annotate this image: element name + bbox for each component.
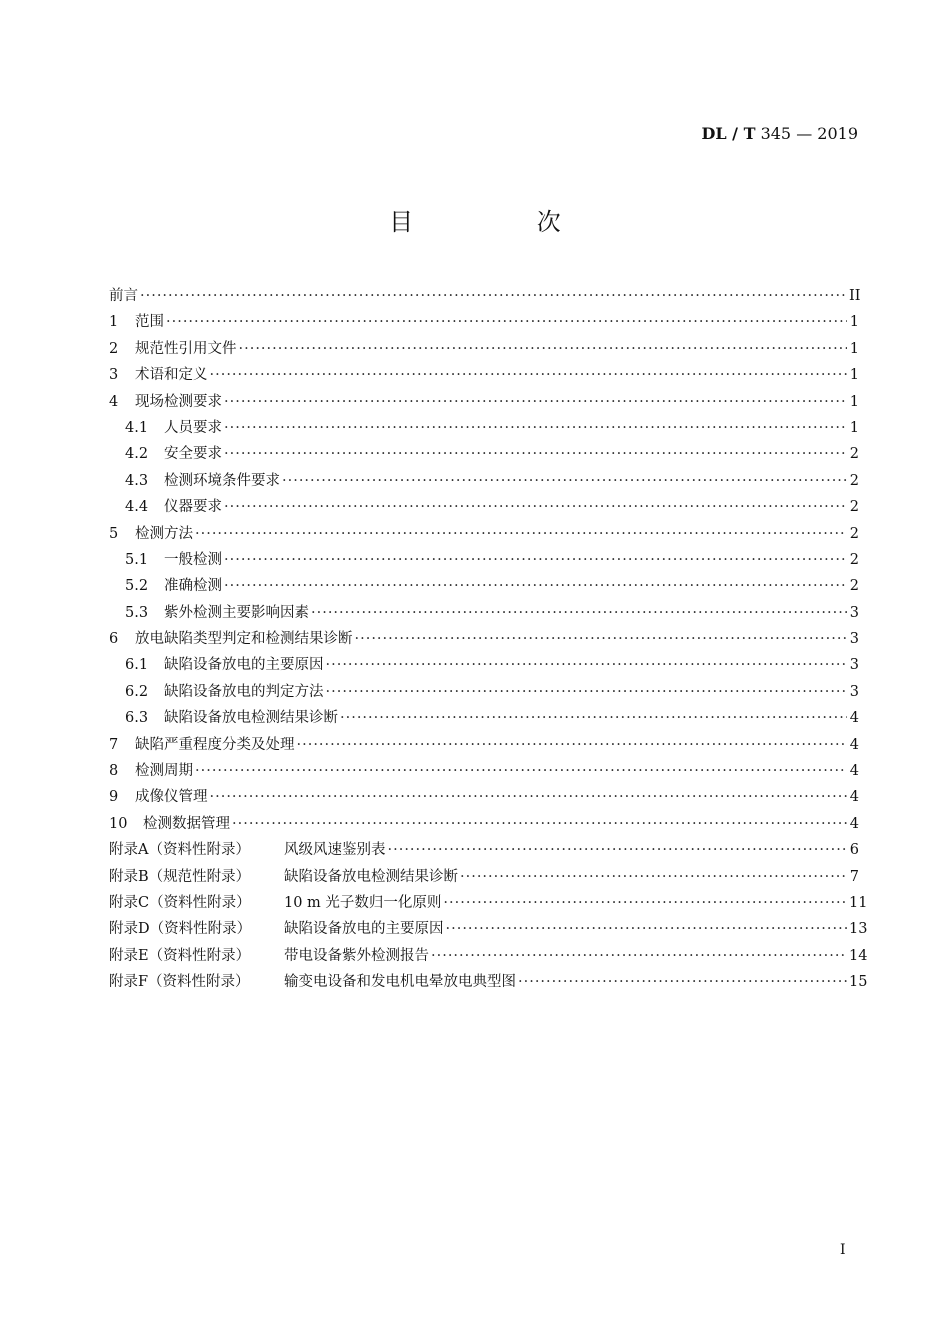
toc-dot-leader <box>326 679 848 705</box>
toc-entry[interactable] <box>109 916 868 942</box>
toc-entry-page: 1 <box>849 314 859 331</box>
toc-entry-title: 术语和定义 <box>135 367 208 384</box>
toc-entry-page: 6 <box>849 842 859 859</box>
toc-dot-leader <box>224 441 847 467</box>
toc-entry-number: 附录A（资料性附录） <box>109 842 250 859</box>
toc-dot-leader <box>140 283 847 309</box>
toc-entry-number: 6 <box>109 631 119 648</box>
toc-entry[interactable] <box>109 784 859 810</box>
toc-entry-title: 缺陷严重程度分类及处理 <box>135 736 295 753</box>
toc-dot-leader <box>224 547 847 573</box>
toc-entry[interactable] <box>109 652 859 678</box>
toc-dot-leader <box>443 890 847 916</box>
toc-entry-title: 输变电设备和发电机电晕放电典型图 <box>284 974 516 991</box>
toc-entry[interactable] <box>109 494 859 520</box>
toc-entry[interactable] <box>109 679 859 705</box>
toc-entry-title: 10 m 光子数归一化原则 <box>284 894 442 911</box>
toc-entry-number: 2 <box>109 340 119 357</box>
toc-entry-number: 10 <box>109 815 128 832</box>
toc-entry[interactable] <box>109 362 859 388</box>
toc-entry[interactable] <box>109 705 859 731</box>
toc-dot-leader <box>224 494 847 520</box>
toc-dot-leader <box>239 336 848 362</box>
toc-entry-number: 4.2 <box>125 446 149 463</box>
toc-entry-title: 放电缺陷类型判定和检测结果诊断 <box>135 631 353 648</box>
toc-entry-number: 9 <box>109 789 119 806</box>
toc-dot-leader <box>446 916 848 942</box>
toc-entry-title: 缺陷设备放电检测结果诊断 <box>284 868 458 885</box>
toc-entry-page: 2 <box>849 499 859 516</box>
page-number: I <box>840 1242 846 1258</box>
toc-entry-title: 缺陷设备放电的主要原因 <box>284 921 444 938</box>
toc-dot-leader <box>210 784 848 810</box>
document-code <box>701 124 858 143</box>
toc-entry[interactable] <box>109 864 859 890</box>
toc-entry-title: 缺陷设备放电的判定方法 <box>164 683 324 700</box>
toc-dot-leader <box>326 652 848 678</box>
toc-entry-page: 11 <box>849 894 868 911</box>
toc-entry-number: 附录B（规范性附录） <box>109 868 251 885</box>
toc-entry[interactable] <box>109 837 859 863</box>
toc-entry[interactable] <box>109 600 859 626</box>
toc-entry-page: 4 <box>849 789 859 806</box>
toc-entry-title: 检测数据管理 <box>143 815 230 832</box>
toc-dot-leader <box>282 468 847 494</box>
toc-entry-title: 安全要求 <box>164 446 222 463</box>
toc-dot-leader <box>311 600 847 626</box>
toc-entry-page: 2 <box>849 472 859 489</box>
toc-entry-page: 4 <box>849 710 859 727</box>
toc-entry-number: 4.3 <box>125 472 149 489</box>
toc-entry-number: 4 <box>109 393 119 410</box>
toc-entry-page: 2 <box>849 446 859 463</box>
toc-entry[interactable] <box>109 389 859 415</box>
toc-entry-title: 检测环境条件要求 <box>164 472 280 489</box>
toc-entry-page: 4 <box>849 763 859 780</box>
toc-entry-page: 1 <box>849 419 859 436</box>
toc-dot-leader <box>460 864 847 890</box>
toc-entry[interactable] <box>109 547 859 573</box>
toc-entry-page: 4 <box>849 815 859 832</box>
toc-entry-number: 5.1 <box>125 551 149 568</box>
toc-dot-leader <box>340 705 847 731</box>
toc-entry-page: 15 <box>849 974 868 991</box>
toc-entry-title: 现场检测要求 <box>135 393 222 410</box>
toc-entry[interactable] <box>109 283 859 309</box>
toc-entry-title: 仪器要求 <box>164 499 222 516</box>
toc-entry-page: 1 <box>849 367 859 384</box>
toc-entry-page: 2 <box>849 525 859 542</box>
toc-entry-page: 3 <box>849 683 859 700</box>
toc-dot-leader <box>297 732 848 758</box>
toc-entry[interactable] <box>109 626 859 652</box>
toc-entry[interactable] <box>109 943 868 969</box>
toc-dot-leader <box>518 969 847 995</box>
toc-entry-number: 附录C（资料性附录） <box>109 894 251 911</box>
toc-dot-leader <box>224 415 847 441</box>
toc-entry-title: 人员要求 <box>164 419 222 436</box>
toc-entry-title: 检测方法 <box>135 525 193 542</box>
toc-entry-page: 7 <box>849 868 859 885</box>
toc-entry-number: 6.3 <box>125 710 149 727</box>
toc-entry[interactable] <box>109 890 868 916</box>
toc-dot-leader <box>195 521 847 547</box>
toc-entry[interactable] <box>109 758 859 784</box>
toc-entry-page: 4 <box>849 736 859 753</box>
toc-dot-leader <box>210 362 848 388</box>
toc-entry-title: 准确检测 <box>164 578 222 595</box>
toc-entry-number: 7 <box>109 736 119 753</box>
toc-entry-title: 一般检测 <box>164 551 222 568</box>
toc-entry-page: 2 <box>849 551 859 568</box>
toc-entry[interactable] <box>109 521 859 547</box>
toc-dot-leader <box>195 758 847 784</box>
document-code-number: 345 — 2019 <box>755 124 858 143</box>
toc-entry-number: 3 <box>109 367 119 384</box>
toc-entry-page: 14 <box>849 947 868 964</box>
toc-entry-page: 1 <box>849 340 859 357</box>
toc-entry[interactable] <box>109 811 859 837</box>
toc-entry-number: 8 <box>109 763 119 780</box>
toc-entry[interactable] <box>109 441 859 467</box>
toc-entry-number: 5.2 <box>125 578 149 595</box>
toc-dot-leader <box>388 837 848 863</box>
toc-entry[interactable] <box>109 573 859 599</box>
toc-entry-title: 紫外检测主要影响因素 <box>164 604 309 621</box>
toc-dot-leader <box>232 811 847 837</box>
toc-entry-title: 缺陷设备放电的主要原因 <box>164 657 324 674</box>
toc-entry-title: 缺陷设备放电检测结果诊断 <box>164 710 338 727</box>
toc-entry[interactable] <box>109 336 859 362</box>
toc-entry-number: 附录E（资料性附录） <box>109 947 251 964</box>
toc-entry-page: 1 <box>849 393 859 410</box>
toc-entry[interactable] <box>109 969 868 995</box>
toc-entry-number: 5 <box>109 525 119 542</box>
toc-entry-page: 3 <box>849 604 859 621</box>
toc-entry-page: 13 <box>849 921 868 938</box>
toc-entry-page: 3 <box>849 657 859 674</box>
toc-dot-leader <box>166 309 847 335</box>
toc-entry[interactable] <box>109 468 859 494</box>
page-title: 目 次 <box>389 208 619 236</box>
table-of-contents <box>109 283 868 996</box>
toc-entry-number: 4.1 <box>125 419 149 436</box>
toc-entry-title: 风级风速鉴别表 <box>284 842 386 859</box>
toc-dot-leader <box>431 943 847 969</box>
toc-entry-title: 前言 <box>109 288 138 304</box>
document-code-prefix: DL / T <box>701 124 756 143</box>
toc-entry-page: 2 <box>849 578 859 595</box>
toc-entry-number: 附录D（资料性附录） <box>109 921 252 938</box>
toc-entry-number: 6.1 <box>125 657 149 674</box>
toc-entry-number: 4.4 <box>125 499 149 516</box>
toc-entry-number: 附录F（资料性附录） <box>109 974 250 991</box>
toc-entry[interactable] <box>109 309 859 335</box>
toc-entry-title: 检测周期 <box>135 763 193 780</box>
toc-entry-title: 成像仪管理 <box>135 789 208 806</box>
toc-entry-number: 6.2 <box>125 683 149 700</box>
toc-entry-page: II <box>849 288 861 304</box>
toc-entry-page: 3 <box>849 631 859 648</box>
toc-dot-leader <box>355 626 848 652</box>
toc-entry-number: 1 <box>109 314 119 331</box>
toc-entry[interactable] <box>109 732 859 758</box>
toc-entry-title: 范围 <box>135 314 164 331</box>
toc-entry-number: 5.3 <box>125 604 149 621</box>
toc-entry-title: 规范性引用文件 <box>135 340 237 357</box>
toc-dot-leader <box>224 573 847 599</box>
toc-entry[interactable] <box>109 415 859 441</box>
toc-dot-leader <box>224 389 847 415</box>
toc-entry-title: 带电设备紫外检测报告 <box>284 947 429 964</box>
